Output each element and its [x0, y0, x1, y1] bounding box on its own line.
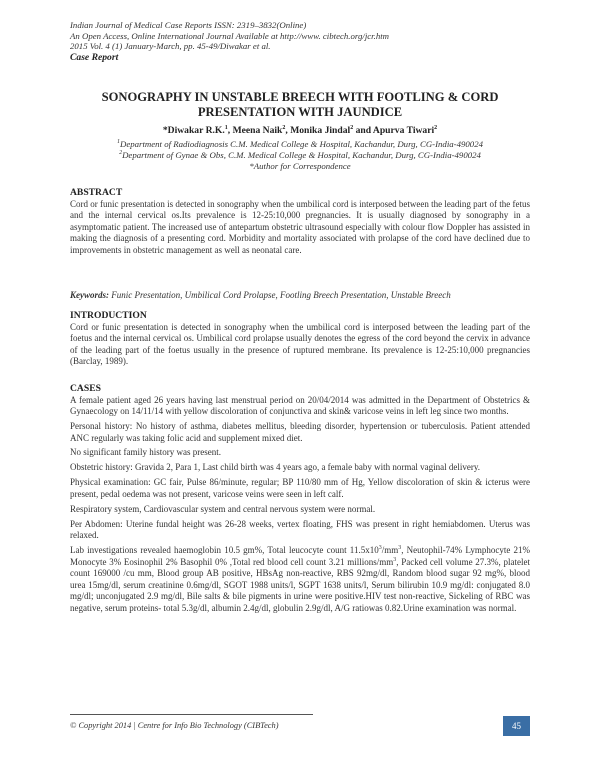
per-abdomen: Per Abdomen: Uterine fundal height was 26-28 weeks, vertex floating, FHS was present in right hemiabdomen. Uterus was relaxed.: [70, 518, 530, 541]
affiliation-1-mark: 1: [116, 139, 120, 146]
introduction-section: [70, 310, 530, 368]
keywords-text: Funic Presentation, Umbilical Cord Prolapse, Footling Breech Presentation, Unstable Breech: [109, 290, 451, 300]
author-3: , Monika Jindal: [285, 125, 351, 136]
lab-investigations: [70, 545, 530, 615]
footer-rule: [70, 714, 313, 715]
lab-text-d: , Packed cell volume 27.3%, platelet count 169000 /cu mm, Blood group AB positive, HBsAg non-reactive, RBS 92mg/dl, Random blood sugar 92 mg%, blood urea 15mg/dl, serum creatinine 0.6mg/dl, SGOT 1988 units/l, SGPT 1638 units/l, Serum bilirubin 10.9 mg/dl: conjugated 8.0 mg/dl; unconjugated 2.9 mg/dl, Bile salts & bile pigments in urine were positive.HIV test non-reactive, Sickeling of RBC was negative, serum proteins- total 5.3g/dl, albumin 2.4g/dl, globulin 2.9g/dl, A/G ratiowas 0.82.Urine examination was normal.: [70, 556, 530, 614]
affiliation-1: [70, 139, 530, 150]
author-3-affil: 2: [350, 124, 354, 131]
affiliation-1-text: Department of Radiodiagnosis C.M. Medical College & Hospital, Kachandur, Durg, CG-India-490024: [119, 139, 483, 149]
cases-section: [70, 383, 530, 615]
access-line: An Open Access, Online International Journal Available at http://www. cibtech.org/jcr.htm: [70, 30, 390, 41]
affiliation-2-text: Department of Gynae & Obs, C.M. Medical College & Hospital, Kachandur, Durg, CG-India-490024: [122, 150, 481, 160]
keywords: [70, 290, 530, 302]
introduction-text: Cord or funic presentation is detected in sonography when the umbilical cord is interposed between the leading part of the foetus and the internal cervical os. Umbilical cord prolapse usually denotes the egress of the cord beyond the cervix in advance of the leading part of the foetus usually in the presence of ruptured membrane. Its prevalence is 12-25:10,000 pregnancies (Barclay, 1989).: [70, 321, 530, 367]
affiliation-2: [70, 150, 530, 161]
author-1-affil: 1: [224, 124, 228, 131]
abstract-text: Cord or funic presentation is detected in sonography when the umbilical cord is interposed between the leading part of the fetus and the internal cervical os.Its prevalence is 12-25:10,000 pregnancies. It is usually diagnosed by sonography in a asymptomatic patient. The increased use of antepartum obstetric ultrasound especially with colour flow Doppler has assisted in making the diagnosis of a presenting cord. Morbidity and mortality associated with prolapse of the cord have declined due to improvements in obstetric management as well as neonatal care.: [70, 198, 530, 255]
lab-text-b: /mm: [381, 545, 399, 556]
family-history: No significant family history was present.: [70, 447, 221, 458]
personal-history: Personal history: No history of asthma, diabetes mellitus, bleeding disorder, hypertension or tuberculosis. Patient attended ANC regularly was taking folic acid and supplement mixed diet.: [70, 420, 530, 443]
cases-heading: CASES: [70, 383, 101, 394]
abstract-section: [70, 187, 530, 256]
abstract-heading: ABSTRACT: [70, 187, 123, 198]
physical-examination: Physical examination: GC fair, Pulse 86/minute, regular; BP 110/80 mm of Hg, Yellow discoloration of skin & icterus were present, pedal oedema was not present, varicose veins were seen in left calf.: [70, 477, 530, 499]
journal-line: Indian Journal of Medical Case Reports ISSN: 2319–3832(Online): [70, 20, 307, 30]
lab-sup-1: 3: [378, 545, 382, 552]
case-paragraph-1: A female patient aged 26 years having last menstrual period on 20/04/2014 was admitted in the Department of Obstetrics & Gynaecology on 14/11/14 with yellow discoloration of conjunctiva and skin& varicose veins in left leg since two months.: [70, 394, 530, 417]
article-type: Case Report: [70, 51, 119, 63]
lab-sup-2: 3: [398, 545, 402, 552]
correspondence-note: *Author for Correspondence: [249, 161, 351, 171]
introduction-heading: INTRODUCTION: [70, 310, 147, 321]
affiliation-2-mark: 2: [119, 150, 123, 157]
lab-text-c: , Neutophil-74% Lymphocyte 21% Monocyte 3% Eosinophil 2% Basophil 0% ,Total red blood cell count 3.21 millions/mm: [70, 545, 530, 567]
author-list: [70, 125, 530, 137]
lab-text-a: Lab investigations revealed haemoglobin 10.5 gm%, Total leucocyte count 11.5x10: [70, 545, 379, 556]
author-2: , Meena Naik: [227, 125, 283, 136]
lab-sup-3: 3: [393, 556, 397, 563]
page-number: 45: [503, 716, 530, 736]
journal-header: [70, 20, 530, 64]
paper-title: SONOGRAPHY IN UNSTABLE BREECH WITH FOOTLING & CORD PRESENTATION WITH JAUNDICE: [101, 90, 499, 119]
volume-line: 2015 Vol. 4 (1) January-March, pp. 45-49/Diwakar et al.: [70, 41, 271, 52]
keywords-label: Keywords:: [70, 290, 109, 300]
author-2-affil: 2: [282, 124, 286, 131]
obstetric-history: Obstetric history: Gravida 2, Para 1, Last child birth was 4 years ago, a female baby with normal vaginal delivery.: [70, 462, 481, 473]
author-4: and Apurva Tiwari: [353, 125, 435, 136]
author-1: *Diwakar R.K.: [162, 125, 225, 136]
affiliations: [70, 139, 530, 172]
author-4-affil: 2: [434, 124, 438, 131]
systemic-examination: Respiratory system, Cardiovascular system and central nervous system were normal.: [70, 503, 376, 514]
footer-copyright: © Copyright 2014 | Centre for Info Bio Technology (CIBTech): [70, 721, 279, 730]
